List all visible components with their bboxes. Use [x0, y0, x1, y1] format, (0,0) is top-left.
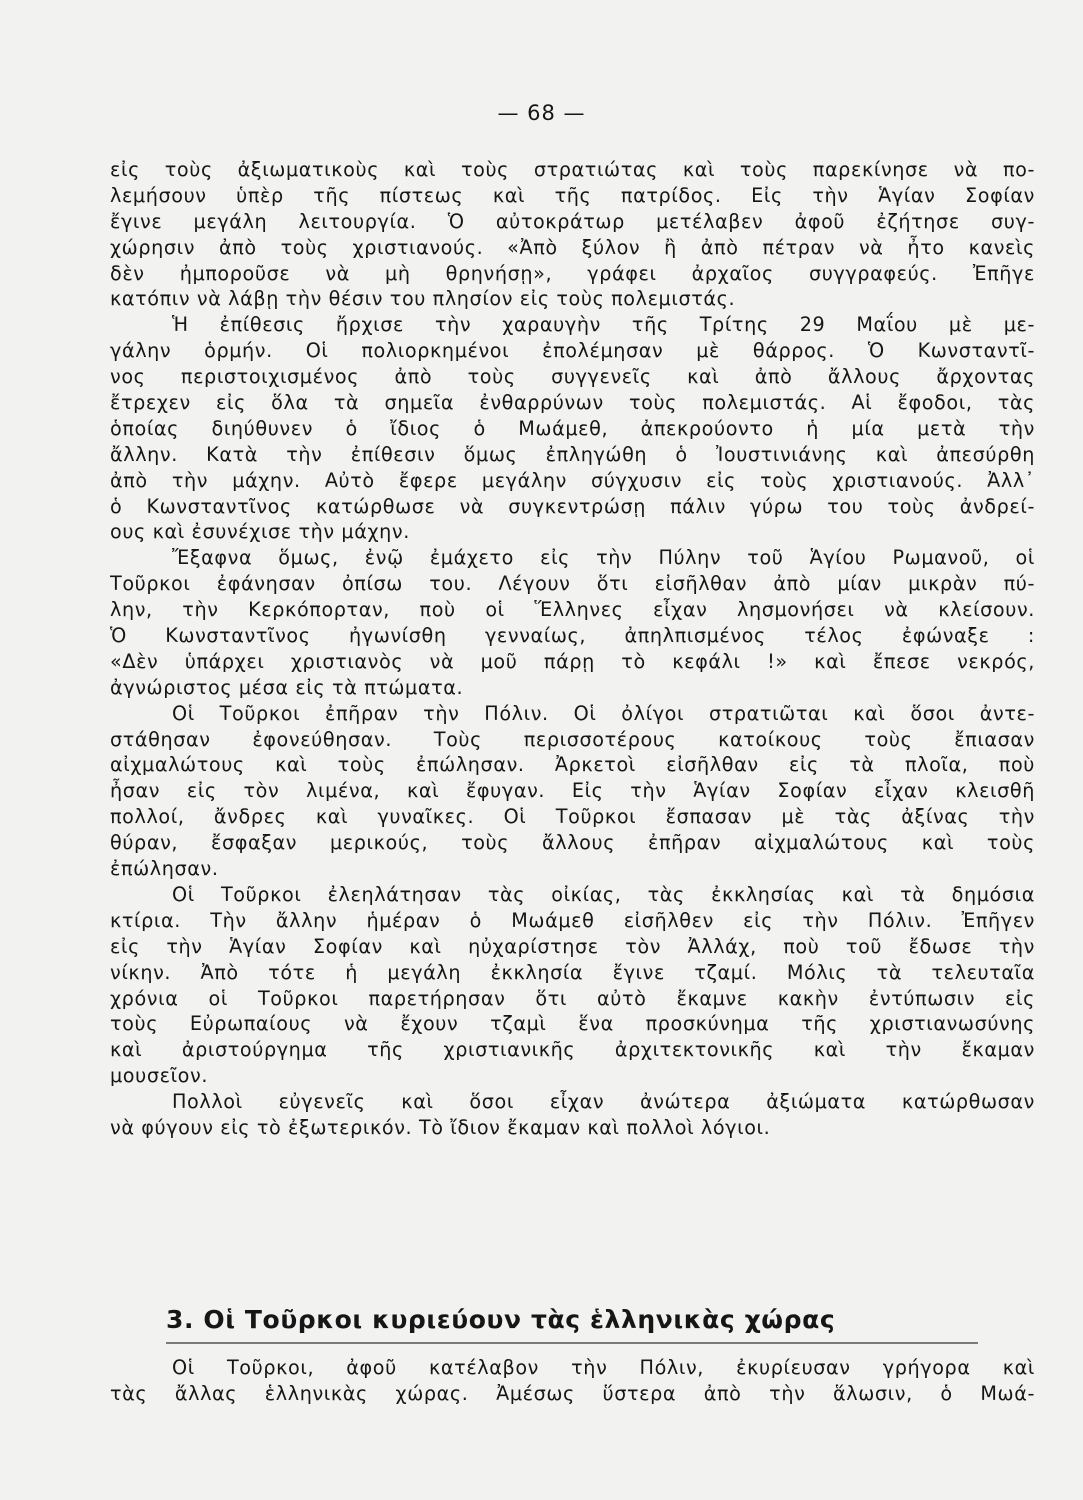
- text-line: Ἡ ἐπίθεσις ἤρχισε τὴν χαραυγὴν τῆς Τρίτης 29 Μαΐου μὲ με-: [172, 313, 1035, 337]
- text-line: κτίρια. Τὴν ἄλλην ἡμέραν ὁ Μωάμεθ εἰσῆλθεν εἰς τὴν Πόλιν. Ἐπῆγεν: [110, 908, 1035, 932]
- text-line: Τοῦρκοι ἐφάνησαν ὀπίσω του. Λέγουν ὅτι εἰσῆλθαν ἀπὸ μίαν μικρὰν πύ-: [110, 572, 1035, 596]
- text-line: ἄλλην. Κατὰ τὴν ἐπίθεσιν ὅμως ἐπληγώθη ὁ Ἰουστινιάνης καὶ ἀπεσύρθη: [110, 442, 1035, 466]
- text-line: ὁποίας διηύθυνεν ὁ ἴδιος ὁ Μωάμεθ, ἀπεκρούοντο ἡ μία μετὰ τὴν: [110, 416, 1035, 440]
- text-line: ἦσαν εἰς τὸν λιμένα, καὶ ἔφυγαν. Εἰς τὴν Ἁγίαν Σοφίαν εἶχαν κλεισθῆ: [110, 779, 1035, 803]
- text-line: γάλην ὁρμήν. Οἱ πολιορκημένοι ἐπολέμησαν μὲ θάρρος. Ὁ Κωνσταντῖ-: [110, 339, 1035, 363]
- text-line: Ἔξαφνα ὅμως, ἐνῷ ἐμάχετο εἰς τὴν Πύλην τοῦ Ἁγίου Ρωμανοῦ, οἱ: [172, 546, 1035, 570]
- text-line: τὰς ἄλλας ἑλληνικὰς χώρας. Ἀμέσως ὕστερα ἀπὸ τὴν ἅλωσιν, ὁ Μωά-: [110, 1381, 1035, 1405]
- page-number: — 68 —: [497, 101, 586, 125]
- text-line: λεμήσουν ὑπὲρ τῆς πίστεως καὶ τῆς πατρίδος. Εἰς τὴν Ἁγίαν Σοφίαν: [110, 183, 1035, 207]
- text-line: δὲν ἠμποροῦσε νὰ μὴ θρηνήσῃ», γράφει ἀρχαῖος συγγραφεύς. Ἐπῆγε: [110, 261, 1035, 285]
- body-text-bottom: [110, 1355, 1035, 1407]
- body-text-top: [110, 157, 1035, 1141]
- text-line: ἀπὸ τὴν μάχην. Αὐτὸ ἔφερε μεγάλην σύγχυσιν εἰς τοὺς χριστιανούς. Ἀλλ᾿: [110, 468, 1035, 492]
- text-line: πολλοί, ἄνδρες καὶ γυναῖκες. Οἱ Τοῦρκοι ἔσπασαν μὲ τὰς ἀξίνας τὴν: [110, 805, 1035, 829]
- text-line: τοὺς Εὐρωπαίους νὰ ἔχουν τζαμὶ ἕνα προσκύνημα τῆς χριστιανωσύνης: [110, 1012, 1035, 1036]
- text-line: Οἱ Τοῦρκοι, ἀφοῦ κατέλαβον τὴν Πόλιν, ἐκυρίευσαν γρήγορα καὶ: [172, 1356, 1035, 1379]
- text-line: καὶ ἀριστούργημα τῆς χριστιανικῆς ἀρχιτεκτονικῆς καὶ τὴν ἔκαμαν: [110, 1038, 1035, 1062]
- text-line: λην, τὴν Κερκόπορταν, ποὺ οἱ Ἕλληνες εἶχαν λησμονήσει νὰ κλείσουν.: [110, 598, 1035, 622]
- text-line: ἐπώλησαν.: [110, 857, 219, 881]
- text-line: κατόπιν νὰ λάβῃ τὴν θέσιν του πλησίον εἰς τοὺς πολεμιστάς.: [110, 287, 736, 311]
- text-line: Οἱ Τοῦρκοι ἐλεηλάτησαν τὰς οἰκίας, τὰς ἐκκλησίας καὶ τὰ δημόσια: [172, 882, 1035, 906]
- text-line: νὰ φύγουν εἰς τὸ ἐξωτερικόν. Τὸ ἴδιον ἔκαμαν καὶ πολλοὶ λόγιοι.: [110, 1115, 771, 1139]
- text-line: εἰς τὴν Ἁγίαν Σοφίαν καὶ ηὐχαρίστησε τὸν Ἀλλάχ, ποὺ τοῦ ἔδωσε τὴν: [110, 934, 1035, 958]
- text-line: εἰς τοὺς ἀξιωματικοὺς καὶ τοὺς στρατιώτας καὶ τοὺς παρεκίνησε νὰ πο-: [110, 158, 1035, 181]
- text-line: ἀγνώριστος μέσα εἰς τὰ πτώματα.: [110, 675, 464, 699]
- text-line: μουσεῖον.: [110, 1064, 209, 1088]
- text-line: ἔτρεχεν εἰς ὅλα τὰ σημεῖα ἐνθαρρύνων τοὺς πολεμιστάς. Αἱ ἔφοδοι, τὰς: [110, 391, 1035, 415]
- text-line: ἔγινε μεγάλη λειτουργία. Ὁ αὐτοκράτωρ μετέλαβεν ἀφοῦ ἐζήτησε συγ-: [110, 209, 1035, 233]
- text-line: Ὁ Κωνσταντῖνος ἠγωνίσθη γενναίως, ἀπηλπισμένος τέλος ἐφώναξε :: [110, 624, 1035, 648]
- text-line: νίκην. Ἀπὸ τότε ἡ μεγάλη ἐκκλησία ἔγινε τζαμί. Μόλις τὰ τελευταῖα: [110, 960, 1035, 984]
- text-line: χρόνια οἱ Τοῦρκοι παρετήρησαν ὅτι αὐτὸ ἔκαμνε κακὴν ἐντύπωσιν εἰς: [110, 986, 1035, 1010]
- text-line: Οἱ Τοῦρκοι ἐπῆραν τὴν Πόλιν. Οἱ ὀλίγοι στρατιῶται καὶ ὅσοι ἀντε-: [172, 701, 1035, 725]
- text-line: στάθησαν ἐφονεύθησαν. Τοὺς περισσοτέρους κατοίκους τοὺς ἔπιασαν: [110, 727, 1035, 751]
- text-line: θύραν, ἔσφαξαν μερικούς, τοὺς ἄλλους ἐπῆραν αἰχμαλώτους καὶ τοὺς: [110, 831, 1035, 855]
- heading-underline: [166, 1342, 978, 1344]
- text-line: Πολλοὶ εὐγενεῖς καὶ ὅσοι εἶχαν ἀνώτερα ἀξιώματα κατώρθωσαν: [172, 1090, 1035, 1114]
- text-line: νος περιστοιχισμένος ἀπὸ τοὺς συγγενεῖς καὶ ἀπὸ ἄλλους ἄρχοντας: [110, 365, 1035, 389]
- text-line: ὁ Κωνσταντῖνος κατώρθωσε νὰ συγκεντρώσῃ πάλιν γύρω του τοὺς ἀνδρεί-: [110, 494, 1035, 518]
- text-line: ους καὶ ἐσυνέχισε τὴν μάχην.: [110, 520, 410, 544]
- text-line: χώρησιν ἀπὸ τοὺς χριστιανούς. «Ἀπὸ ξύλον ἢ ἀπὸ πέτραν νὰ ἦτο κανεὶς: [110, 235, 1035, 259]
- text-line: «Δὲν ὑπάρχει χριστιανὸς νὰ μοῦ πάρῃ τὸ κεφάλι !» καὶ ἔπεσε νεκρός,: [110, 649, 1035, 673]
- text-line: αἰχμαλώτους καὶ τοὺς ἐπώλησαν. Ἀρκετοὶ εἰσῆλθαν εἰς τὰ πλοῖα, ποὺ: [110, 753, 1035, 777]
- section-heading: 3. Οἱ Τοῦρκοι κυριεύουν τὰς ἑλληνικὰς χώρας: [166, 1305, 836, 1334]
